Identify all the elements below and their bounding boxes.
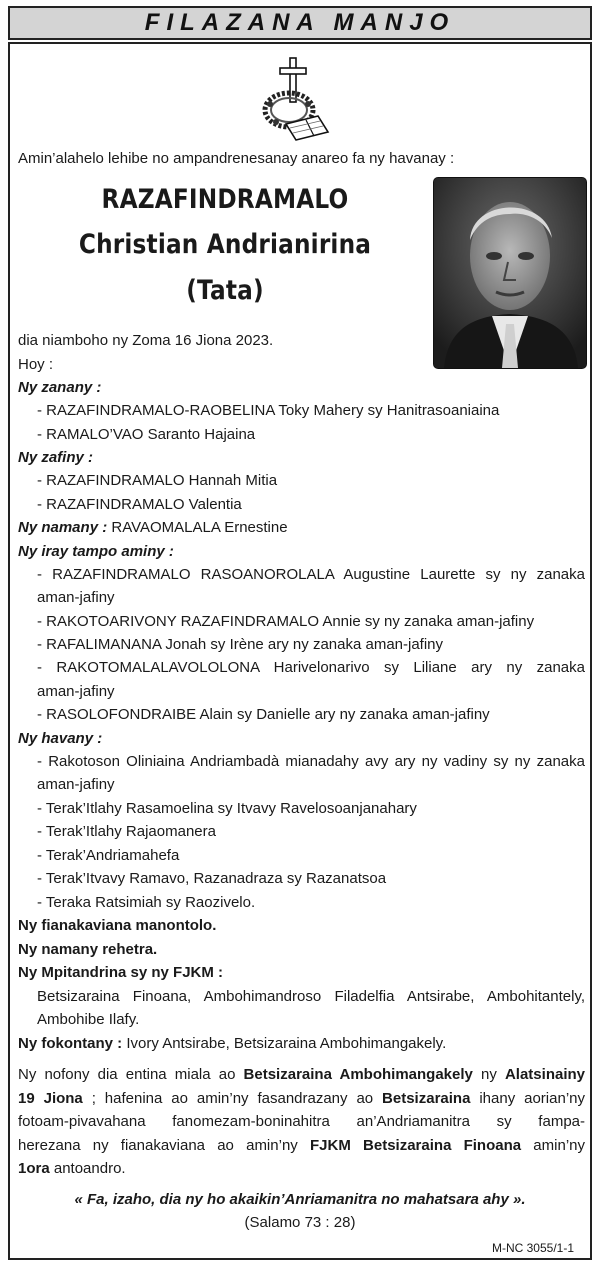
list-item: - RAKOTOARIVONY RAZAFINDRAMALO Annie sy ny zanaka aman-jafiny xyxy=(37,613,535,630)
list-item: - RAZAFINDRAMALO Hannah Mitia xyxy=(37,472,278,489)
funeral-line-1 xyxy=(18,1066,585,1083)
deceased-surname: RAZAFINDRAMALO xyxy=(101,184,349,215)
funeral-date: 19 Jiona xyxy=(18,1090,83,1107)
fokontany-row xyxy=(18,1035,446,1052)
havany-label: Ny havany : xyxy=(18,730,103,747)
zanany-label: Ny zanany : xyxy=(18,379,102,396)
deceased-nickname: (Tata) xyxy=(186,275,264,306)
list-item: - RAMALO’VAO Saranto Hajaina xyxy=(37,426,256,443)
namany-row xyxy=(18,519,288,536)
ad-reference: M-NC 3055/1-1 xyxy=(491,1241,574,1255)
list-item: - RAKOTOMALALAVOLOLONA Harivelonarivo sy Liliane ary ny zanaka xyxy=(37,659,585,676)
bible-verse: « Fa, izaho, dia ny ho akaikin’Anriamanitra no mahatsara ahy ». xyxy=(74,1191,526,1208)
hoy-label: Hoy : xyxy=(18,356,54,373)
funeral-line-2 xyxy=(18,1090,585,1107)
mpitandrina-label: Ny Mpitandrina sy ny FJKM : xyxy=(18,964,224,981)
funeral-church: FJKM Betsizaraina Finoana xyxy=(310,1137,522,1154)
death-notice: dia niamboho ny Zoma 16 Jiona 2023. xyxy=(18,332,274,349)
funeral-line-5 xyxy=(18,1160,126,1177)
list-item: Betsizaraina Finoana, Ambohimandroso Filadelfia Antsirabe, Ambohitantely, xyxy=(37,988,585,1005)
funeral-place: Betsizaraina Ambohimangakely xyxy=(243,1066,473,1083)
portrait-image xyxy=(434,178,586,368)
list-item: - Teraka Ratsimiah sy Raozivelo. xyxy=(37,894,256,911)
fokontany-label: Ny fokontany : xyxy=(18,1035,123,1052)
cross-wreath-book-icon xyxy=(256,56,330,142)
funeral-line-4 xyxy=(18,1137,585,1154)
portrait-photo xyxy=(433,177,587,369)
funeral-text: ihany aorian’ny xyxy=(470,1090,585,1107)
funeral-day: Alatsinainy xyxy=(504,1066,585,1083)
namany-rehetra-line: Ny namany rehetra. xyxy=(18,941,158,958)
funeral-text: antoandro. xyxy=(49,1160,126,1177)
header-title: FILAZANA MANJO xyxy=(144,9,456,36)
list-item: - Terak’Itlahy Rajaomanera xyxy=(37,823,216,840)
funeral-text: ; hafenina ao amin’ny fasandrazany ao xyxy=(82,1090,383,1107)
funeral-time: 1ora xyxy=(18,1160,50,1177)
list-item: - RAZAFINDRAMALO-RAOBELINA Toky Mahery sy Hanitrasoaniaina xyxy=(37,402,500,419)
list-item: aman-jafiny xyxy=(37,589,115,606)
namany-value: RAVAOMALALA Ernestine xyxy=(107,519,288,536)
intro-text: Amin’alahelo lehibe no ampandrenesanay anareo fa ny havanay : xyxy=(18,150,455,167)
list-item: - RAZAFINDRAMALO RASOANOROLALA Augustine Laurette sy ny zanaka xyxy=(37,566,585,583)
list-item: - RASOLOFONDRAIBE Alain sy Danielle ary ny zanaka aman-jafiny xyxy=(37,706,490,723)
list-item: - Terak’Itvavy Ramavo, Razanadraza sy Razanatsoa xyxy=(37,870,387,887)
iray-tampo-label: Ny iray tampo aminy : xyxy=(18,543,174,560)
funeral-text: herezana ny fianakaviana ao amin’ny xyxy=(18,1137,310,1154)
funeral-text: Ny nofony dia entina miala ao xyxy=(18,1066,244,1083)
deceased-given-names: Christian Andrianirina xyxy=(78,229,372,260)
list-item: aman-jafiny xyxy=(37,683,115,700)
list-item: - RAZAFINDRAMALO Valentia xyxy=(37,496,242,513)
list-item: - Terak’Itlahy Rasamoelina sy Itvavy Ravelosoanjanahary xyxy=(37,800,417,817)
funeral-text: amin’ny xyxy=(521,1137,585,1154)
zafiny-label: Ny zafiny : xyxy=(18,449,94,466)
list-item: aman-jafiny xyxy=(37,776,115,793)
funeral-place: Betsizaraina xyxy=(382,1090,471,1107)
list-item: - RAFALIMANANA Jonah sy Irène ary ny zanaka aman-jafiny xyxy=(37,636,444,653)
funeral-line-3: fotoam-pivavahana fanomezam-boninahitra an’Andriamanitra sy fampa- xyxy=(18,1113,585,1130)
list-item: Ambohibe Ilafy. xyxy=(37,1011,140,1028)
list-item: - Terak’Andriamahefa xyxy=(37,847,180,864)
header-banner xyxy=(8,6,592,40)
fianakaviana-line: Ny fianakaviana manontolo. xyxy=(18,917,217,934)
fokontany-value: Ivory Antsirabe, Betsizaraina Ambohimangakely. xyxy=(122,1035,447,1052)
verse-reference: (Salamo 73 : 28) xyxy=(244,1214,356,1231)
funeral-text: ny xyxy=(472,1066,505,1083)
namany-label: Ny namany : xyxy=(18,519,108,536)
list-item: - Rakotoson Oliniaina Andriambadà mianadahy avy ary ny vadiny sy ny zanaka xyxy=(37,753,585,770)
